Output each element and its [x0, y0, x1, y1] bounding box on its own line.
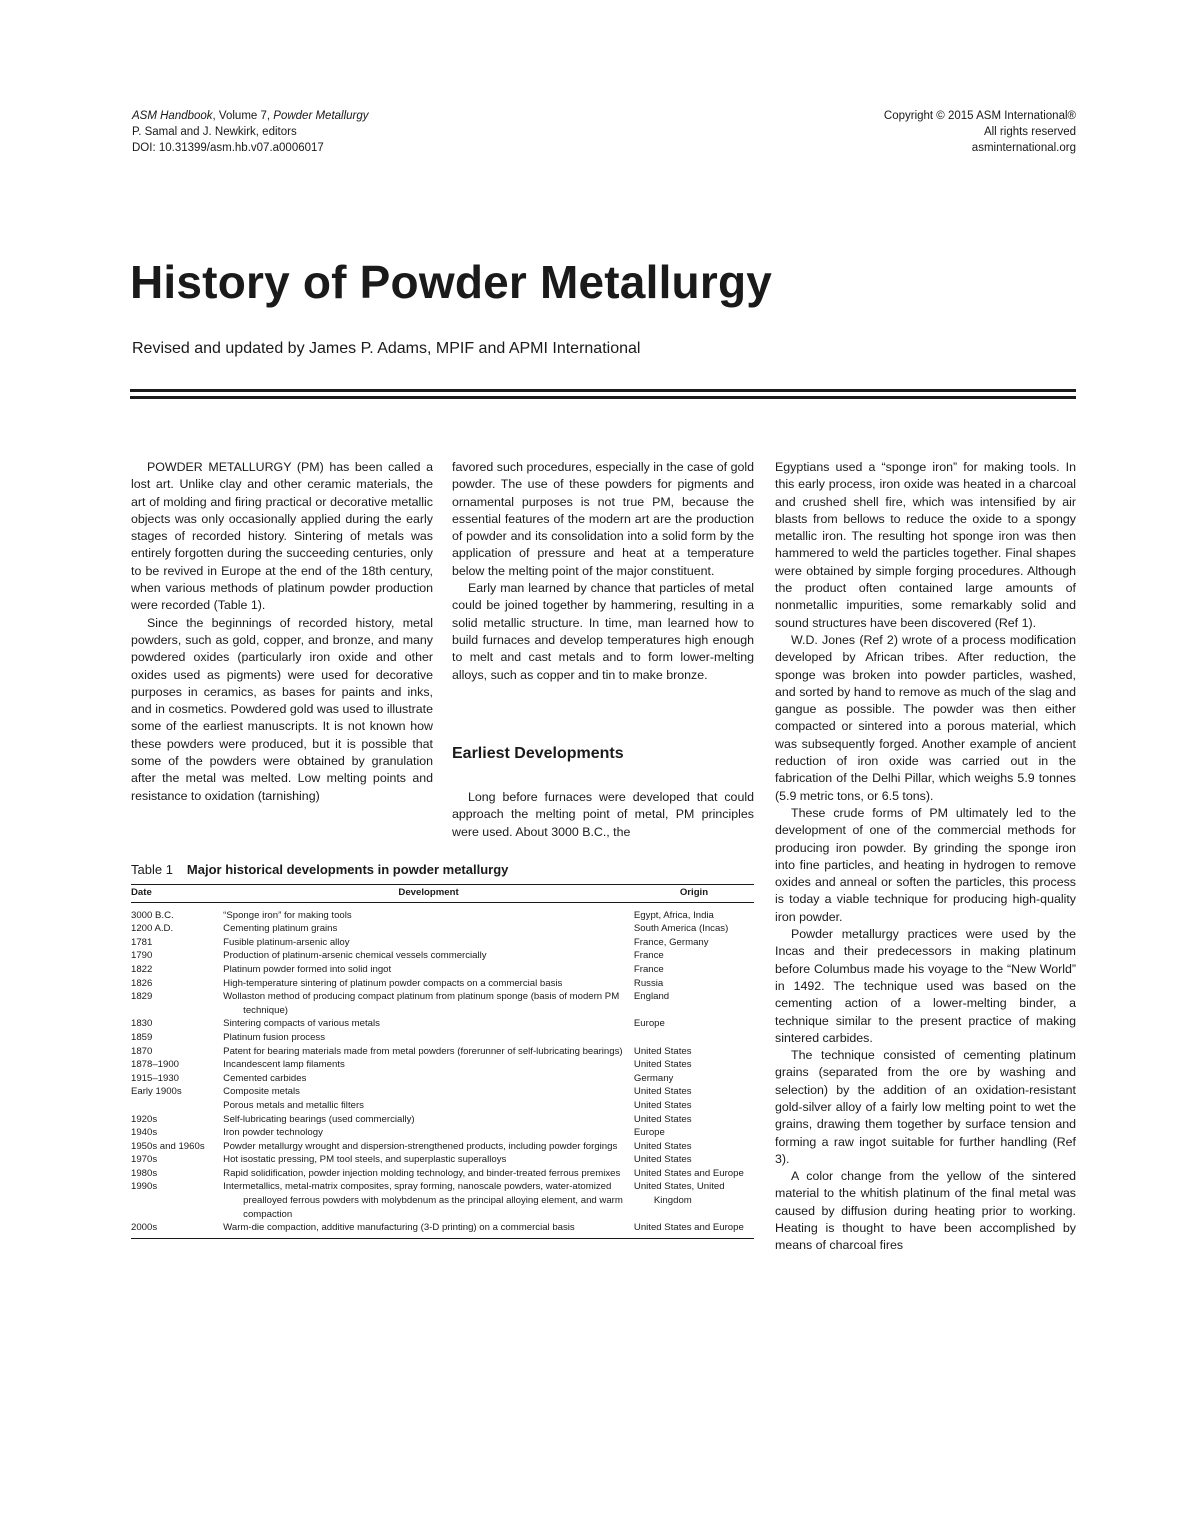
table-row — [131, 1140, 754, 1154]
row-origin: United States — [633, 1099, 692, 1111]
body-column-2-top — [452, 459, 754, 684]
row-date: 1870 — [131, 1045, 153, 1057]
row-origin: Europe — [633, 1127, 665, 1139]
paragraph: These crude forms of PM ultimately led to the development of one of the commercial methods for producing iron powder. By grinding the sponge iron into fine particles, and heating in hydrogen to remove oxides and anneal or soften the particles, this process is today a viable technique for producing high-quality iron powder. — [775, 805, 1076, 924]
column-header-origin: Origin — [634, 885, 754, 903]
row-origin: South America (Incas) — [633, 923, 729, 935]
row-origin — [634, 1031, 754, 1045]
rights-line: All rights reserved — [983, 126, 1076, 138]
row-origin: France, Germany — [633, 936, 709, 948]
paragraph: favored such procedures, especially in the case of gold powder. The use of these powders for pigments and ornamental purposes is not true PM, because the essential features of the modern art are the production of powder and its consolidation into a solid form by the application of pressure and heat at a temperature below the melting point of the major constituent. — [452, 460, 754, 578]
paragraph: POWDER METALLURGY (PM) has been called a lost art. Unlike clay and other ceramic materials, the art of molding and firing practical or decorative metallic objects was only occasionally applied during the early stages of recorded history. Sintering of metals was entirely forgotten during the succeeding centuries, only to be revived in Europe at the end of the 18th century, when various methods of platinum powder production were recorded (Table 1). — [131, 460, 433, 613]
table-row — [131, 1058, 754, 1072]
row-development: Warm-die compaction, additive manufacturing (3-D printing) on a commercial basis — [223, 1221, 634, 1238]
table-row — [131, 1072, 754, 1086]
row-origin: United States and Europe — [634, 1221, 754, 1238]
row-development: Wollaston method of producing compact platinum from platinum sponge (basis of modern PM technique) — [223, 991, 620, 1016]
article-byline: Revised and updated by James P. Adams, MPIF and APMI International — [132, 340, 641, 357]
handbook-name: ASM Handbook — [132, 110, 213, 122]
copyright-info — [884, 108, 1076, 156]
row-origin: Germany — [633, 1072, 674, 1084]
row-date: 1878–1900 — [131, 1059, 180, 1071]
paragraph: A color change from the yellow of the sintered material to the whitish platinum of the final metal was caused by diffusion during heating prior to working. Heating is thought to have been accomplished by means of charcoal fires — [775, 1169, 1076, 1253]
title-rule-bottom — [130, 396, 1076, 399]
row-development: “Sponge iron” for making tools — [223, 909, 352, 921]
editors-line: P. Samal and J. Newkirk, editors — [132, 126, 297, 138]
row-origin: United States — [633, 1154, 692, 1166]
row-development: Platinum powder formed into solid ingot — [223, 963, 392, 975]
body-column-2-bottom — [452, 789, 754, 841]
row-date — [131, 1099, 223, 1113]
row-origin: Russia — [633, 977, 664, 989]
row-origin: United States — [633, 1045, 692, 1057]
table-row — [131, 977, 754, 991]
row-origin: Europe — [633, 1018, 665, 1030]
publication-info — [132, 108, 369, 156]
row-origin: France — [633, 950, 664, 962]
table-row — [131, 936, 754, 950]
article-title: History of Powder Metallurgy — [130, 256, 773, 308]
table-row — [131, 1031, 754, 1045]
row-development: Patent for bearing materials made from metal powders (forerunner of self-lubricating bearings) — [223, 1045, 623, 1057]
row-date: 1859 — [131, 1031, 153, 1043]
row-date: 1915–1930 — [131, 1072, 180, 1084]
row-date: 1200 A.D. — [131, 923, 174, 935]
table-row — [131, 963, 754, 977]
row-origin: France — [633, 963, 664, 975]
row-date: 1830 — [131, 1018, 153, 1030]
table-row — [131, 922, 754, 936]
table-header-row — [131, 885, 754, 903]
row-date: 3000 B.C. — [131, 909, 174, 921]
row-date: 1790 — [131, 950, 153, 962]
body-column-1 — [131, 459, 433, 805]
body-column-3 — [775, 459, 1076, 1255]
column-header-date: Date — [131, 885, 223, 903]
paragraph: The technique consisted of cementing platinum grains (separated from the ore by washing and selection) by the addition of an oxidation-resistant gold-silver alloy of a fairly low melting point to wet the grains, drawing them together by surface tension and forming a raw ingot suitable for further handling (Ref 3). — [775, 1048, 1076, 1166]
row-development: High-temperature sintering of platinum powder compacts on a commercial basis — [223, 977, 563, 989]
handbook-line — [132, 108, 369, 124]
table-row — [131, 1045, 754, 1059]
row-origin: United States — [633, 1113, 692, 1125]
row-origin: United States and Europe — [633, 1167, 744, 1179]
row-origin: England — [633, 991, 670, 1003]
row-development: Hot isostatic pressing, PM tool steels, and superplastic superalloys — [223, 1154, 507, 1166]
row-date: 1829 — [131, 991, 153, 1003]
row-development: Production of platinum-arsenic chemical vessels commercially — [223, 950, 487, 962]
row-development: Composite metals — [223, 1086, 300, 1098]
row-date: 1940s — [131, 1127, 158, 1139]
table-row — [131, 902, 754, 922]
paragraph: Powder metallurgy practices were used by the Incas and their predecessors in making platinum before Columbus made his voyage to the “New World” in 1492. The technique used was based on the cementing action of a lower-melting binder, a technique similar to the present practice of making sintered carbides. — [775, 927, 1076, 1045]
paragraph: W.D. Jones (Ref 2) wrote of a process modification developed by African tribes. After reduction, the sponge was broken into powder particles, washed, and sorted by hand to remove as much of the slag and gangue as possible. The powder was then either compacted or sintered into a porous material, which was subsequently forged. Another example of ancient reduction of iron oxide was carried out in the fabrication of the Delhi Pillar, which weighs 5.9 tonnes (5.9 metric tons, or 6.5 tons). — [775, 632, 1076, 803]
row-date: 1826 — [131, 977, 153, 989]
title-rule-top — [130, 389, 1076, 392]
row-development: Intermetallics, metal-matrix composites, spray forming, nanoscale powders, water-atomized prealloyed ferrous powders with molybdenum as the principal alloying element, and warm compaction — [223, 1181, 623, 1220]
table-row — [131, 949, 754, 963]
table-row — [131, 1099, 754, 1113]
table-row — [131, 990, 754, 1017]
paragraph: Long before furnaces were developed that could approach the melting point of metal, PM principles were used. About 3000 B.C., the — [452, 790, 754, 839]
table-number: Table 1 — [131, 862, 173, 877]
row-date: 1781 — [131, 936, 153, 948]
section-heading: Earliest Developments — [452, 745, 624, 762]
row-date: 1980s — [131, 1167, 158, 1179]
row-date: 1990s — [131, 1181, 158, 1193]
paragraph: Early man learned by chance that particles of metal could be joined together by hammering, resulting in a solid metallic structure. In time, man learned how to build furnaces and develop temperatures high enough to melt and cast metals and to form lower-melting alloys, such as copper and tin to make bronze. — [452, 581, 754, 682]
website-link[interactable]: asminternational.org — [971, 142, 1076, 154]
row-date: 2000s — [131, 1221, 223, 1238]
table-row — [131, 1113, 754, 1127]
row-development: Porous metals and metallic filters — [223, 1099, 364, 1111]
row-development: Fusible platinum-arsenic alloy — [223, 936, 350, 948]
row-origin: United States, United Kingdom — [633, 1181, 725, 1207]
doi-line: DOI: 10.31399/asm.hb.v07.a0006017 — [132, 142, 324, 154]
table-row — [131, 1167, 754, 1181]
row-date: 1950s and 1960s — [131, 1140, 205, 1152]
row-origin: United States — [633, 1140, 692, 1152]
history-table — [131, 884, 754, 1239]
row-origin: United States — [633, 1059, 692, 1071]
paragraph: Egyptians used a “sponge iron” for making tools. In this early process, iron oxide was heated in a charcoal and crushed shell fire, which was intensified by air blasts from bellows to reduce the oxide to a spongy metallic iron. The resulting hot sponge iron was then hammered to weld the particles together. Final shapes were obtained by simple forging procedures. Although the product often contained large amounts of nonmetallic impurities, some remarkably solid and sound structures have been discovered (Ref 1). — [775, 460, 1076, 630]
table-row — [131, 1221, 754, 1238]
row-date: 1920s — [131, 1113, 158, 1125]
table-title — [131, 861, 508, 879]
row-development: Platinum fusion process — [223, 1031, 326, 1043]
row-origin: Egypt, Africa, India — [633, 909, 714, 921]
row-date: 1822 — [131, 963, 153, 975]
row-development: Powder metallurgy wrought and dispersion-strengthened products, including powder forgings — [223, 1140, 618, 1152]
table-row — [131, 1017, 754, 1031]
row-origin: United States — [633, 1086, 692, 1098]
table-row — [131, 1126, 754, 1140]
row-development: Cementing platinum grains — [223, 923, 338, 935]
volume-text: , Volume 7, — [212, 110, 274, 122]
row-development: Sintering compacts of various metals — [223, 1018, 380, 1030]
row-date: 1970s — [131, 1154, 158, 1166]
row-development: Iron powder technology — [223, 1127, 323, 1139]
table-row — [131, 1085, 754, 1099]
volume-title: Powder Metallurgy — [273, 110, 369, 122]
row-development: Incandescent lamp filaments — [223, 1059, 345, 1071]
paragraph: Since the beginnings of recorded history, metal powders, such as gold, copper, and bronze, and many powdered oxides (particularly iron oxide and other oxides used as pigments) were used for decorative purposes in ceramics, as bases for paints and inks, and in cosmetics. Powdered gold was used to illustrate some of the earliest manuscripts. It is not known how these powders were produced, but it is possible that some of the powders were obtained by granulation after the metal was melted. Low melting points and resistance to oxidation (tarnishing) — [131, 615, 433, 803]
column-header-development: Development — [223, 885, 634, 903]
table-body — [131, 902, 754, 1238]
table-row — [131, 1180, 754, 1221]
table-row — [131, 1153, 754, 1167]
row-development: Cemented carbides — [223, 1072, 307, 1084]
copyright-line: Copyright © 2015 ASM International® — [883, 110, 1076, 122]
row-development: Self-lubricating bearings (used commercially) — [223, 1113, 415, 1125]
table-caption: Major historical developments in powder metallurgy — [186, 862, 509, 877]
row-development: Rapid solidification, powder injection molding technology, and binder-treated ferrous premixes — [223, 1167, 621, 1179]
row-date: Early 1900s — [131, 1086, 182, 1098]
